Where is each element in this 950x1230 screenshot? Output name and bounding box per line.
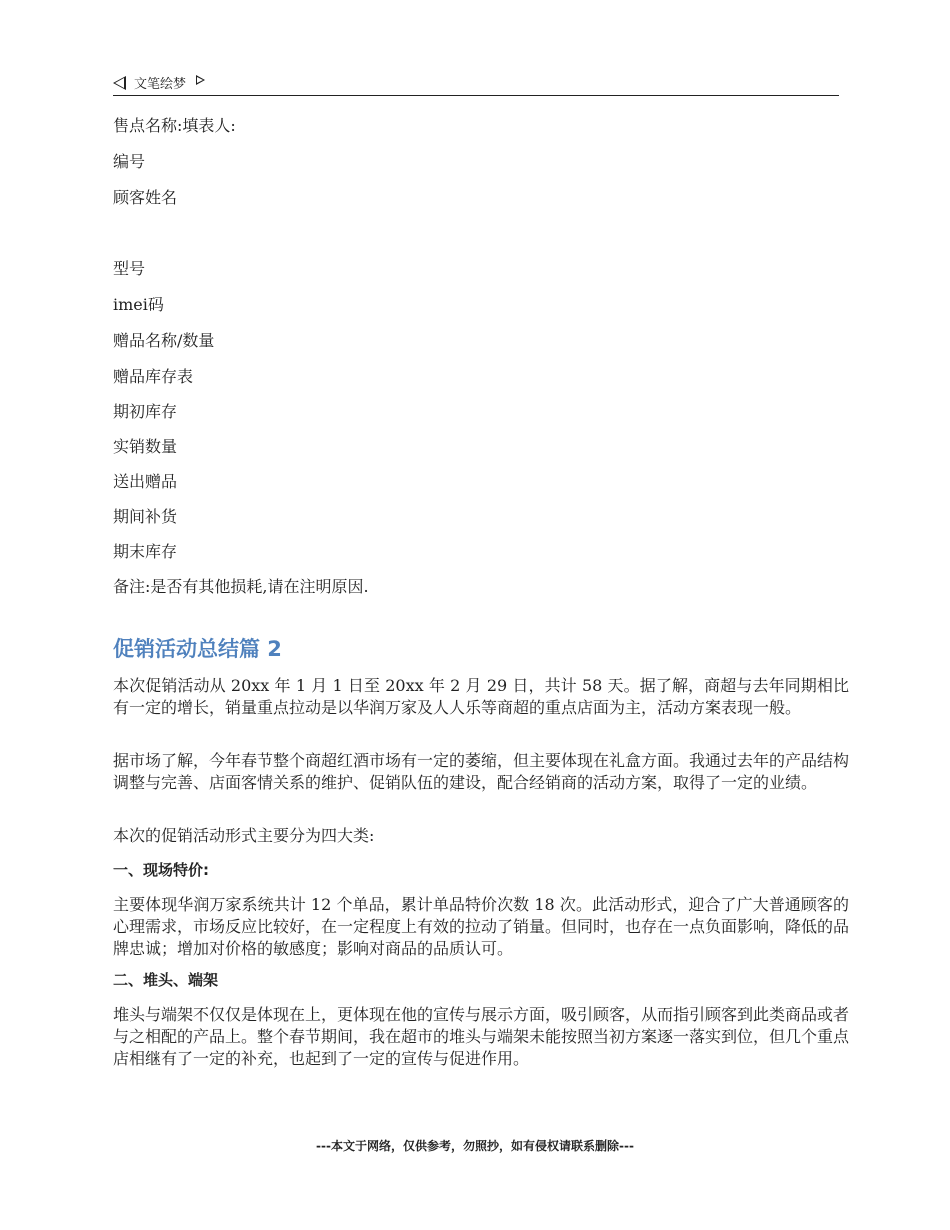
triangle-left-icon: [113, 76, 126, 90]
form-line-gift-name: 赠品名称/数量: [113, 331, 215, 350]
form-line-customer-name: 顾客姓名: [113, 188, 178, 207]
form-line-replenishment: 期间补货: [113, 507, 178, 526]
section-paragraph-2: 据市场了解，今年春节整个商超红酒市场有一定的萎缩，但主要体现在礼盒方面。我通过去年的产品结构调整与完善、店面客情关系的维护、促销队伍的建设，配合经销商的活动方案，取得了一定的业绩。: [113, 751, 850, 792]
form-line-outlet: 售点名称:填表人:: [113, 116, 236, 135]
section-paragraph-3: 本次的促销活动形式主要分为四大类:: [113, 826, 375, 845]
page-header: [113, 70, 839, 96]
form-line-gift-inventory: 赠品库存表: [113, 367, 194, 386]
subsection-title-2: 二、堆头、端架: [113, 971, 219, 989]
triangle-right-icon: [196, 75, 205, 85]
subsection-text-1: 主要体现华润万家系统共计 12 个单品，累计单品特价次数 18 次。此活动形式，迎合了广大普通顾客的心理需求，市场反应比较好，在一定程度上有效的拉动了销量。但同时，也存在一点负面影响，降低的品牌忠诚；增加对价格的敏感度；影响对商品的品质认可。: [113, 895, 850, 958]
document-body: [113, 110, 849, 1070]
page-footer: ---本文于网络，仅供参考，勿照抄，如有侵权请联系删除---: [316, 1139, 634, 1153]
form-line-closing-stock: 期末库存: [113, 542, 178, 561]
subsection-title-1: 一、现场特价:: [113, 861, 209, 879]
section-title: 促销活动总结篇 2: [113, 637, 282, 661]
brand-name: 文笔绘梦: [134, 77, 187, 92]
form-line-model: 型号: [113, 259, 146, 278]
form-line-number: 编号: [113, 152, 146, 171]
form-line-opening-stock: 期初库存: [113, 402, 178, 421]
section-paragraph-1: 本次促销活动从 20xx 年 1 月 1 日至 20xx 年 2 月 29 日，共计 58 天。据了解，商超与去年同期相比有一定的增长，销量重点拉动是以华润万家及人人乐等商超的重点店面为主，活动方案表现一般。: [113, 676, 849, 717]
subsection-text-2: 堆头与端架不仅仅是体现在上，更体现在他的宣传与展示方面，吸引顾客，从而指引顾客到此类商品或者与之相配的产品上。整个春节期间，我在超市的堆头与端架未能按照当初方案逐一落实到位，但几个重点店相继有了一定的补充，也起到了一定的宣传与促进作用。: [113, 1005, 850, 1068]
form-line-actual-sales: 实销数量: [113, 437, 178, 456]
form-line-remarks: 备注:是否有其他损耗,请在注明原因.: [113, 577, 369, 596]
form-line-gifts-given: 送出赠品: [113, 472, 178, 491]
form-line-imei: imei码: [113, 295, 164, 314]
